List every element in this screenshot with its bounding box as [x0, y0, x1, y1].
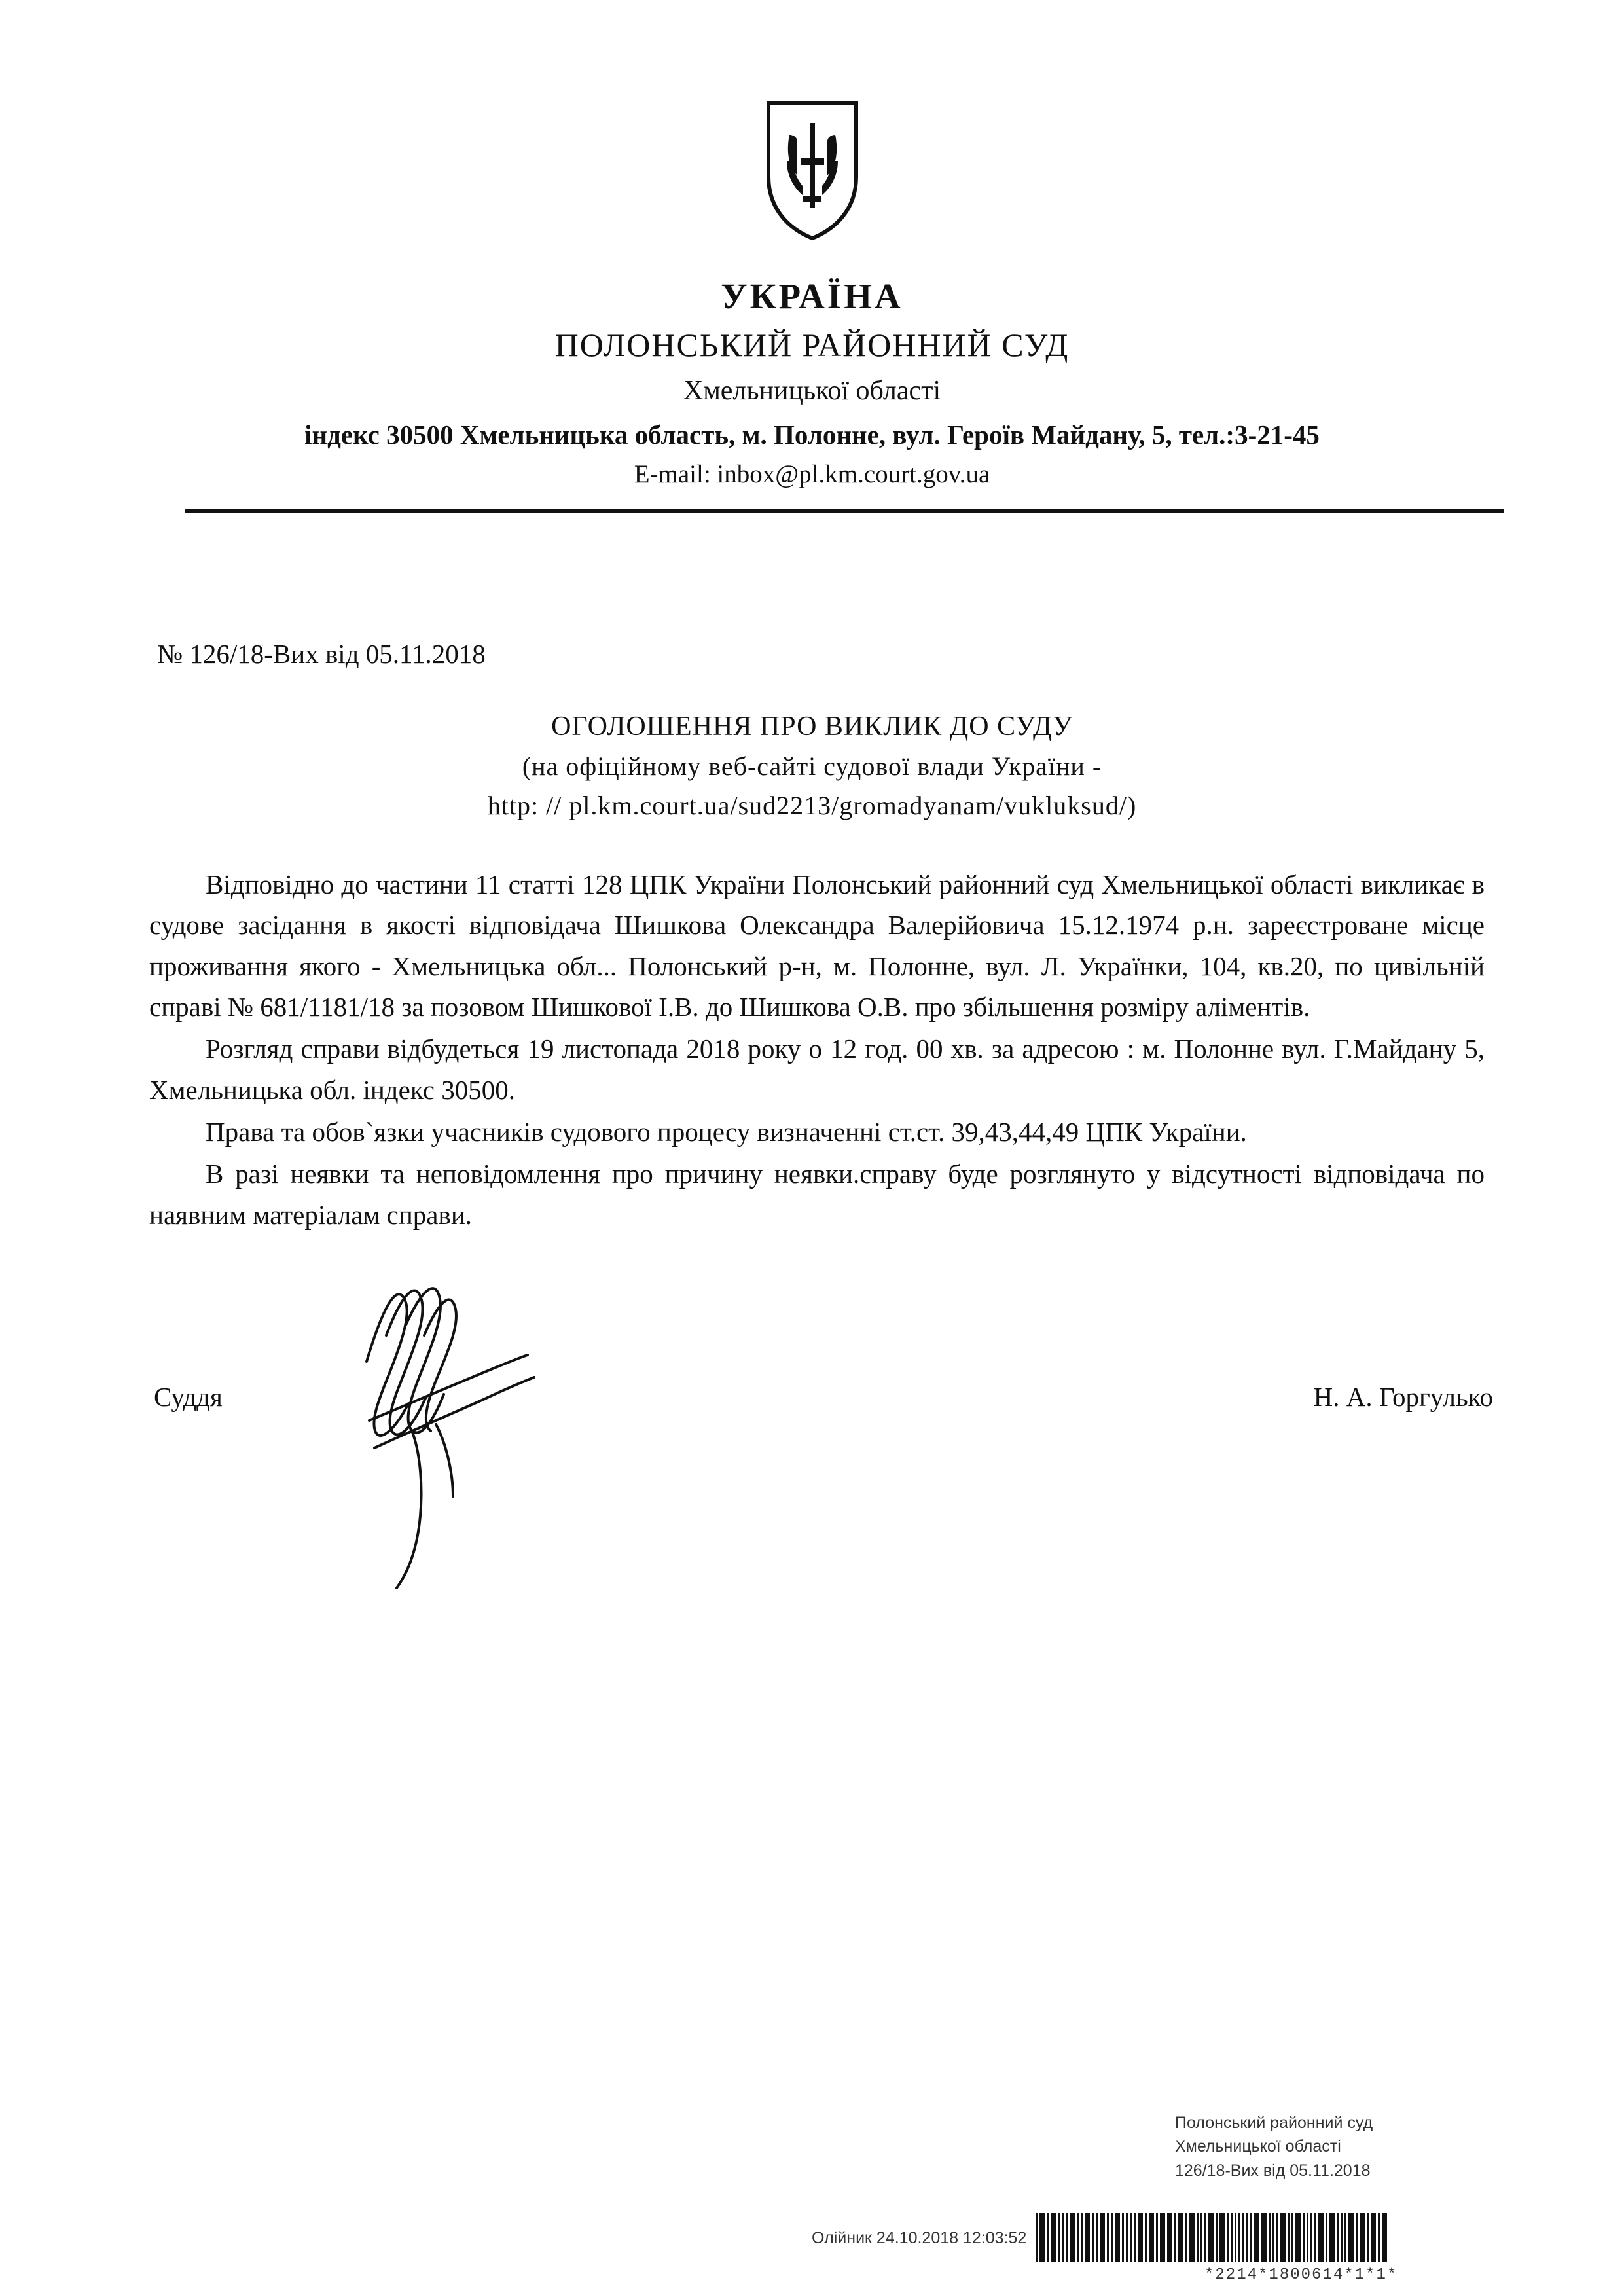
body-paragraph: В разі неявки та неповідомлення про причину неявки.справу буде розглянуто у відсутності відповідача по наявним матеріалам справи.	[149, 1159, 1485, 1230]
body-paragraph: Відповідно до частини 11 статті 128 ЦПК України Полонський районний суд Хмельницької області викликає в судове засідання в якості відповідача Шишкова Олександра Валерійовича 15.12.1974 р.н. зареєстроване місце проживання якого - Хмельницька обл... Полонський р-н, м. Полонне, вул. Л. Українки, 104, кв.20, по цивільній справі № 681/1181/18 за позовом Шишкової І.В. до Шишкова О.В. про збільшення розміру аліментів.	[149, 869, 1485, 1022]
court-title: ПОЛОНСЬКИЙ РАЙОННИЙ СУД	[554, 327, 1070, 363]
document-body	[149, 864, 1485, 1237]
region-subtitle: Хмельницької області	[683, 375, 941, 406]
emblem-container	[0, 98, 1624, 245]
handwritten-signature	[340, 1257, 556, 1600]
barcode-icon	[1036, 2213, 1389, 2262]
barcode-number: *2214*1800614*1*1*	[1204, 2266, 1398, 2284]
document-subtitle-line-1: (на офіційному веб-сайті судової влади України -	[522, 751, 1102, 781]
stamp-court: Полонський районний суд	[1175, 2114, 1373, 2132]
email-line: E-mail: inbox@pl.km.court.gov.ua	[634, 460, 990, 488]
stamp-region: Хмельницької області	[1175, 2137, 1341, 2156]
address-line: індекс 30500 Хмельницька область, м. Полонне, вул. Героїв Майдану, 5, тел.:3-21-45	[304, 420, 1320, 450]
document-number: № 126/18-Вих від 05.11.2018	[157, 639, 486, 669]
letterhead	[0, 275, 1624, 492]
header-divider	[185, 509, 1504, 513]
document-title: ОГОЛОШЕННЯ ПРО ВИКЛИК ДО СУДУ	[551, 712, 1073, 742]
stamp-number: 126/18-Вих від 05.11.2018	[1175, 2161, 1371, 2180]
signatory-name: Н. А. Горгулько	[1313, 1382, 1493, 1412]
document-subtitle-line-2: http: // pl.km.court.ua/sud2213/gromadyanam/vukluksud/)	[487, 790, 1137, 820]
signature-label: Суддя	[154, 1382, 223, 1412]
ukraine-trident-emblem	[763, 98, 861, 245]
stamp-operator: Олійник 24.10.2018 12:03:52	[812, 2229, 1027, 2247]
body-paragraph: Права та обов`язки учасників судового процесу визначенні ст.ст. 39,43,44,49 ЦПК України.	[206, 1116, 1247, 1147]
body-paragraph: Розгляд справи відбудеться 19 листопада 2018 року о 12 год. 00 хв. за адресою : м. Полонне вул. Г.Майдану 5, Хмельницька обл. індекс 30500.	[149, 1034, 1485, 1105]
document-title-block	[0, 707, 1624, 825]
barcode-row	[812, 2213, 1389, 2262]
country-title: УКРАЇНА	[721, 276, 903, 316]
registration-stamp	[1175, 2111, 1373, 2182]
